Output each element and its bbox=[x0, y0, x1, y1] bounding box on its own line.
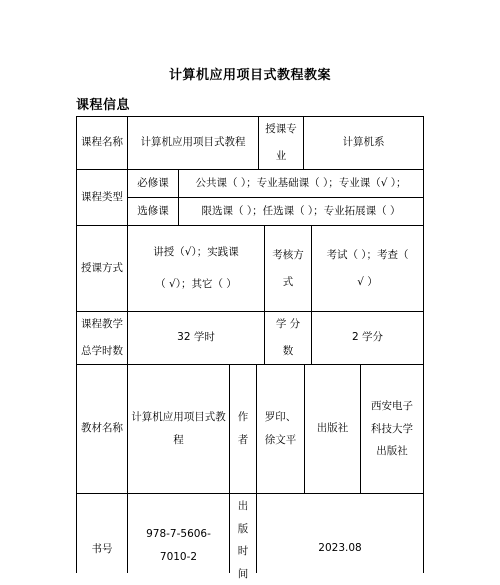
total-hours-label-cell bbox=[76, 311, 128, 365]
teaching-method-label-cell bbox=[76, 225, 128, 312]
elective-options-cell bbox=[178, 197, 424, 226]
credits-value-cell bbox=[311, 311, 424, 365]
required-label-cell bbox=[127, 169, 179, 198]
isbn-label-cell bbox=[76, 493, 128, 573]
course-name-label: 课程名称 bbox=[81, 136, 123, 149]
teaching-method-label: 授课方式 bbox=[81, 261, 123, 274]
required-options: 公共课（ ）；专业基础课（ ）；专业课（√ ）； bbox=[195, 176, 407, 189]
document-title: 计算机应用项目式教程教案 bbox=[168, 68, 331, 83]
course-type-label-cell bbox=[76, 169, 128, 226]
teaching-method-value-cell bbox=[127, 225, 265, 312]
total-hours-label: 课程教学总学时数 bbox=[81, 317, 123, 357]
department-value-cell bbox=[303, 116, 424, 170]
course-name-label-cell bbox=[76, 116, 128, 170]
textbook-label-cell bbox=[76, 364, 128, 494]
publisher-label: 出版社 bbox=[316, 422, 349, 435]
section-title: 课程信息 bbox=[76, 98, 131, 113]
pub-date-label: 出版时间 bbox=[237, 500, 249, 580]
course-type-label: 课程类型 bbox=[81, 190, 123, 203]
publisher-value-cell bbox=[360, 364, 424, 494]
credits-label: 学 分 数 bbox=[275, 317, 301, 357]
textbook-label: 教材名称 bbox=[81, 422, 123, 435]
department-value: 计算机系 bbox=[342, 136, 385, 149]
course-name-value-cell bbox=[127, 116, 259, 170]
textbook-value-cell bbox=[127, 364, 230, 494]
textbook-value: 计算机应用项目式教程 bbox=[131, 411, 226, 446]
pub-date-value: 2023.08 bbox=[318, 542, 362, 554]
credits-value: 2 学分 bbox=[351, 331, 384, 344]
credits-label-cell bbox=[264, 311, 312, 365]
author-value: 罗印、徐文平 bbox=[264, 411, 297, 446]
author-label-cell bbox=[229, 364, 257, 494]
publisher-value: 西安电子科技大学出版社 bbox=[371, 400, 413, 458]
elective-options: 限选课（ ）；任选课（ ）；专业拓展课（ ） bbox=[201, 204, 401, 217]
pub-date-value-cell bbox=[256, 493, 424, 573]
isbn-value-cell bbox=[127, 493, 230, 573]
elective-label: 选修课 bbox=[137, 204, 169, 217]
required-options-cell bbox=[178, 169, 424, 198]
course-name-value: 计算机应用项目式教程 bbox=[140, 136, 246, 149]
isbn-label: 书号 bbox=[91, 543, 113, 555]
assessment-value: 考试（ ）；考查（ √ ） bbox=[326, 249, 409, 288]
assessment-label-cell bbox=[264, 225, 312, 312]
teaching-method-value: 讲授（√）；实践课（ √）；其它（ ） bbox=[153, 246, 239, 290]
elective-label-cell bbox=[127, 197, 179, 226]
isbn-value: 978-7-5606-7010-2 bbox=[146, 528, 211, 563]
total-hours-value-cell bbox=[127, 311, 265, 365]
publisher-label-cell bbox=[304, 364, 361, 494]
assessment-label: 考核方式 bbox=[272, 249, 304, 288]
assessment-value-cell bbox=[311, 225, 424, 312]
author-label: 作者 bbox=[237, 411, 249, 446]
department-label: 授课专业 bbox=[265, 122, 297, 162]
pub-date-label-cell bbox=[229, 493, 257, 580]
total-hours-value: 32 学时 bbox=[177, 331, 215, 344]
author-value-cell bbox=[256, 364, 305, 494]
required-label: 必修课 bbox=[137, 176, 169, 189]
department-label-cell bbox=[258, 116, 304, 170]
